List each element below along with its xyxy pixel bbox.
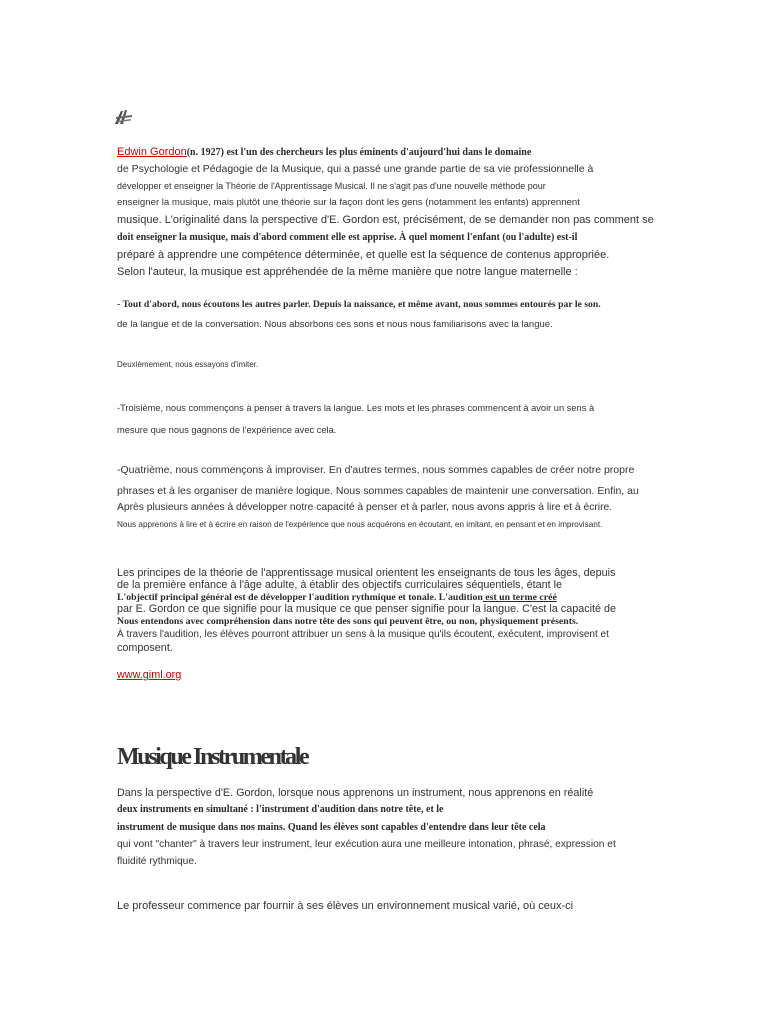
intro-line-3: développer et enseigner la Théorie de l'Apprentissage Musical. Il ne s'agit pas d'une nouvelle méthode pour (117, 181, 546, 191)
step-first-b: de la langue et de la conversation. Nous absorbons ces sons et nous nous familiarisons avec la langue. (117, 319, 553, 330)
principles-line-3 (117, 592, 557, 603)
section2-line-5: fluidité rythmique. (117, 856, 197, 867)
section2-line-4: qui vont "chanter" à travers leur instrument, leur exécution aura une meilleure intonation, phrasé, expression et (117, 839, 616, 850)
step-third-a: -Troisième, nous commençons à penser à travers la langue. Les mots et les phrases commencent à avoir un sens à (117, 403, 595, 413)
step-first-a: - Tout d'abord, nous écoutons les autres parler. Depuis la naissance, et même avant, nous sommes entourés par le son. (117, 299, 601, 310)
principles-line-6: À travers l'audition, les élèves pourront attribuer un sens à la musique qu'ils écoutent, exécutent, improvisent et (117, 629, 609, 640)
intro-line-4: enseigner la musique, mais plutôt une théorie sur la façon dont les gens (notamment les enfants) apprennent (117, 197, 580, 208)
step-fourth-c: Après plusieurs années à développer notre capacité à penser et à parler, nous avons appris à lire et à écrire. (117, 502, 613, 513)
principles-line-7: composent. (117, 642, 173, 654)
section2-line-3: instrument de musique dans nos mains. Quand les élèves sont capables d'entendre dans leur tête cela (117, 822, 546, 833)
intro-line-1 (117, 146, 531, 158)
principles-line-3a: L'objectif principal général est de développer l'audition rythmique et tonale. L'audition (117, 592, 483, 603)
principles-line-5: Nous entendons avec compréhension dans notre tête des sons qui peuvent être, ou non, physiquement présents. (117, 616, 579, 627)
intro-line-1-rest: (n. 1927) est l'un des chercheurs les plus éminents d'aujourd'hui dans le domaine (186, 147, 532, 158)
section2-line-6: Le professeur commence par fournir à ses élèves un environnement musical varié, où ceux-ci (117, 900, 574, 912)
intro-line-6: doit enseigner la musique, mais d'abord comment elle est apprise. À quel moment l'enfant (ou l'adulte) est-il (117, 232, 578, 243)
step-fourth-d: Nous apprenons à lire et à écrire en raison de l'expérience que nous acquérons en écoutant, en imitant, en pensant et en improvisant. (117, 520, 603, 529)
principles-line-4: par E. Gordon ce que signifie pour la musique ce que penser signifie pour la langue. C'est la capacité de (117, 603, 617, 615)
step-second: Deuxièmement, nous essayons d'imiter. (117, 360, 259, 369)
section2-line-1: Dans la perspective d'E. Gordon, lorsque nous apprenons un instrument, nous apprenons en réalité (117, 787, 594, 799)
edwin-gordon-link[interactable]: Edwin Gordon (117, 146, 187, 158)
principles-line-1: Les principes de la théorie de l'apprentissage musical orientent les enseignants de tous les âges, depuis (117, 567, 616, 579)
principles-line-3b: est un terme créé (482, 592, 557, 603)
step-third-b: mesure que nous gagnons de l'expérience avec cela. (117, 425, 337, 435)
intro-line-2: de Psychologie et Pédagogie de la Musique, qui a passé une grande partie de sa vie professionnelle à (117, 163, 594, 175)
intro-line-8: Selon l'auteur, la musique est appréhendée de la même manière que notre langue maternelle : (117, 266, 578, 278)
intro-line-7: préparé à apprendre une compétence déterminée, et quelle est la séquence de contenus appropriée. (117, 249, 610, 261)
giml-link[interactable]: www.giml.org (117, 669, 182, 681)
step-fourth-a: -Quatrième, nous commençons à improviser. En d'autres termes, nous sommes capables de créer notre propre (117, 464, 635, 476)
intro-line-5: musique. L'originalité dans la perspective d'E. Gordon est, précisément, de se demander non pas comment se (117, 214, 654, 226)
principles-line-2: de la première enfance à l'âge adulte, à établir des objectifs curriculaires séquentiels, étant le (117, 579, 562, 591)
section-heading: Musique Instrumentale (117, 744, 308, 770)
step-fourth-b: phrases et à les organiser de manière logique. Nous sommes capables de maintenir une conversation. Enfin, au (117, 485, 639, 497)
logo-icon (113, 108, 133, 126)
section2-line-2: deux instruments en simultané : l'instrument d'audition dans notre tête, et le (117, 804, 444, 815)
